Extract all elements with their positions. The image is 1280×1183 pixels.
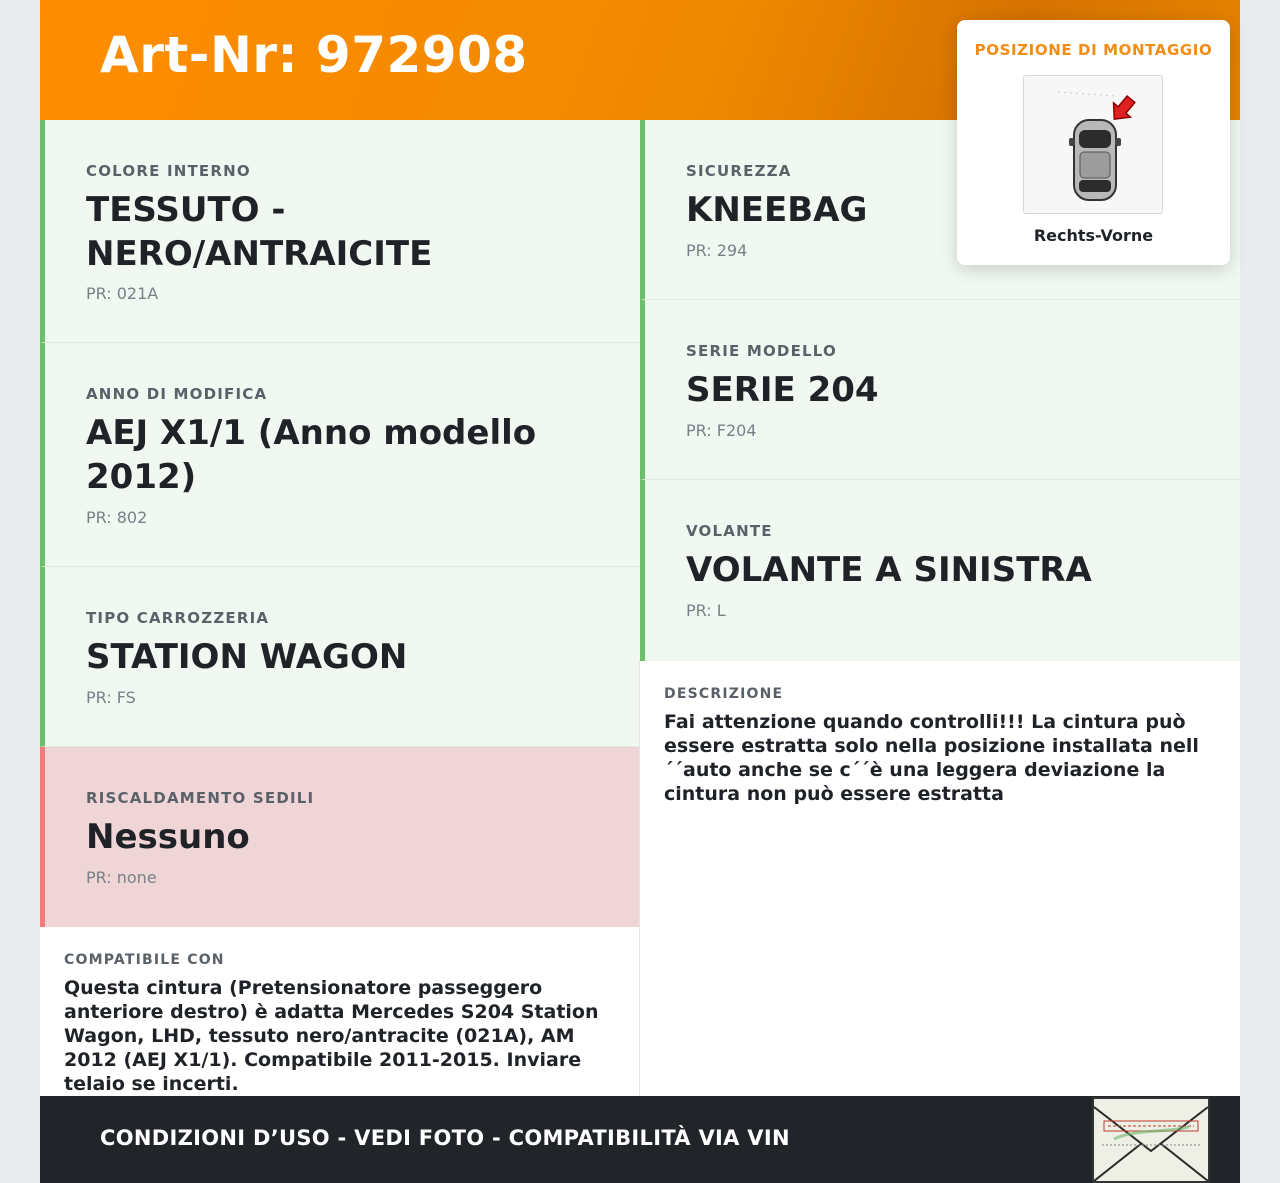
spec-value: Nessuno bbox=[86, 817, 250, 857]
spec-value: VOLANTE A SINISTRA bbox=[686, 550, 1092, 590]
spec-pr-code: PR: F204 bbox=[686, 421, 757, 440]
spec-label: SICUREZZA bbox=[686, 162, 792, 180]
spec-value: STATION WAGON bbox=[86, 637, 408, 677]
compatible-label: COMPATIBILE CON bbox=[64, 952, 225, 968]
spec-pr-code: PR: 802 bbox=[86, 508, 148, 527]
description-text: Fai attenzione quando controlli!!! La cintura può essere estratta solo nella posizione installata nell´´auto anche se c´´è una leggera deviazione la cintura non può essere estratta bbox=[664, 711, 1199, 805]
spec-pr-code: PR: 021A bbox=[86, 284, 159, 303]
car-top-view-icon bbox=[1024, 76, 1162, 213]
description-label: DESCRIZIONE bbox=[664, 686, 784, 702]
spec-label: SERIE MODELLO bbox=[686, 342, 837, 360]
document-icon bbox=[1094, 1099, 1208, 1181]
spec-label: TIPO CARROZZERIA bbox=[86, 609, 270, 627]
spec-cell-interior-color bbox=[40, 120, 640, 343]
compatible-text: Questa cintura (Pretensionatore passeggero anteriore destro) è adatta Mercedes S204 Station Wagon, LHD, tessuto nero/antracite (021A), AM 2012 (AEJ X1/1). Compatibile 2011-2015. Inviare telaio se incerti. bbox=[64, 977, 599, 1095]
spec-cell-seat-heating bbox=[40, 747, 640, 927]
column-divider bbox=[639, 660, 640, 1096]
spec-pr-code: PR: FS bbox=[86, 688, 136, 707]
mounting-position-title: POSIZIONE DI MONTAGGIO bbox=[974, 41, 1213, 59]
mounting-position-image[interactable] bbox=[1023, 75, 1163, 214]
article-number-title: Art-Nr: 972908 bbox=[100, 26, 528, 84]
spec-value: AEJ X1/1 (Anno modello 2012) bbox=[86, 413, 537, 497]
spec-value: KNEEBAG bbox=[686, 190, 868, 230]
spec-cell-model-series bbox=[640, 300, 1240, 480]
spec-pr-code: PR: L bbox=[686, 601, 726, 620]
spec-label: RISCALDAMENTO SEDILI bbox=[86, 789, 315, 807]
spec-pr-code: PR: 294 bbox=[686, 241, 748, 260]
spec-value: TESSUTO - NERO/ANTRAICITE bbox=[86, 190, 433, 274]
page bbox=[40, 0, 1240, 1183]
spec-pr-code: PR: none bbox=[86, 868, 157, 887]
spec-label: COLORE INTERNO bbox=[86, 162, 251, 180]
footer-text: CONDIZIONI D’USO - VEDI FOTO - COMPATIBILITÀ VIA VIN bbox=[100, 1126, 790, 1150]
document-thumbnail[interactable] bbox=[1092, 1097, 1210, 1183]
spec-cell-steering bbox=[640, 480, 1240, 661]
spec-label: ANNO DI MODIFICA bbox=[86, 385, 268, 403]
mounting-position-card bbox=[957, 20, 1230, 265]
spec-label: VOLANTE bbox=[686, 522, 773, 540]
spec-cell-body-type bbox=[40, 567, 640, 747]
spec-cell-model-year bbox=[40, 343, 640, 567]
mounting-position-caption: Rechts-Vorne bbox=[1033, 226, 1154, 245]
spec-value: SERIE 204 bbox=[686, 370, 879, 410]
footer bbox=[40, 1096, 1240, 1183]
